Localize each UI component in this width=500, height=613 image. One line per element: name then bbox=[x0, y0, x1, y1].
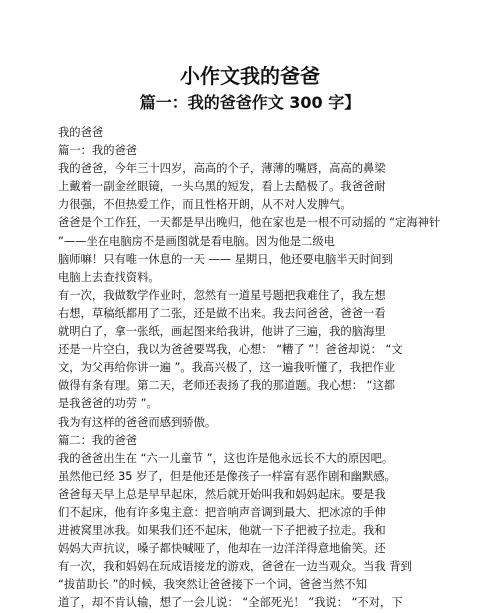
text-line: 篇一：我的爸爸 bbox=[58, 144, 138, 158]
text-line: 我的爸爸，今年三十四岁，高高的个子，薄薄的嘴唇，高高的鼻梁 bbox=[58, 162, 386, 176]
text-line: 做得有条有理。第二天，老师还表扬了我的那道题。我心想： “这都 bbox=[58, 379, 396, 393]
text-line: 道了，却不肯认输，想了一会儿说： “全部死光！ ”我说： “不对，下 bbox=[58, 596, 403, 610]
text-line: “拔苗助长 ”的时候，我突然让爸爸接下一个词，爸爸当然不知 bbox=[58, 578, 368, 592]
text-line: 还是一片空白，我以为爸爸要骂我，心想： “糟了 ”！爸爸却说： “文 bbox=[58, 343, 403, 357]
text-line: 就明白了，拿一张纸，画起图来给我讲，他讲了三遍，我的脑海里 bbox=[58, 325, 386, 339]
text-line: 爸爸是个工作狂，一天都是早出晚归，他在家也是一根不可动摇的 “定海神针 bbox=[58, 216, 441, 230]
text-line: 有一次，我和妈妈在玩成语接龙的游戏，爸爸在一边当观众。当我 背到 bbox=[58, 560, 412, 574]
text-line: 脑师嘛！只有唯一休息的一天 —— 星期日，他还要电脑半天时间到 bbox=[58, 252, 393, 266]
text-line: 有一次，我做数学作业时，忽然有一道星号题把我难住了，我左想 bbox=[58, 288, 386, 302]
text-line: 是我爸爸的功劳 ”。 bbox=[58, 397, 158, 411]
document-body bbox=[58, 124, 458, 613]
document-subtitle: 篇一：我的爸爸作文 300 字】 bbox=[139, 93, 361, 112]
text-line: 进被窝里冰我。如果我们还不起床，他就一下子把被子拉走。我和 bbox=[58, 524, 386, 538]
text-line: 我为有这样的爸爸而感到骄傲。 bbox=[58, 415, 217, 429]
text-line: 们不起床，他有许多鬼主意：把音响声音调到最大、把冰凉的手伸 bbox=[58, 505, 386, 519]
text-line: 妈妈大声抗议，嗓子都快喊哑了，他却在一边洋洋得意地偷笑。还 bbox=[58, 542, 386, 556]
text-line: 篇二：我的爸爸 bbox=[58, 433, 138, 447]
text-line: 爸爸每天早上总是早早起床，然后就开始叫我和妈妈起床。要是我 bbox=[58, 487, 386, 501]
text-line: 我的爸爸出生在 “六一儿童节 ”，这也许是他永远长不大的原因吧。 bbox=[58, 451, 394, 465]
text-line: 右想，草稿纸都用了二张，还是做不出来。我去问爸爸，爸爸一看 bbox=[58, 306, 386, 320]
text-line: 我的爸爸 bbox=[58, 126, 104, 139]
text-line: 文，为父再给你讲一遍 ”。我高兴极了，这一遍我听懂了，我把作业 bbox=[58, 361, 396, 375]
document-title: 小作文我的爸爸 bbox=[180, 64, 320, 88]
text-line: 电脑上去查找资料。 bbox=[58, 270, 160, 284]
text-line: ”——坐在电脑房不是画图就是看电脑。因为他是二级电 bbox=[58, 234, 335, 248]
text-line: 虽然他已经 35 岁了，但是他还是像孩子一样富有恶作剧和幽默感。 bbox=[58, 469, 396, 483]
text-line: 力很强，不但热爱工作，而且性格开朗，从不对人发脾气。 bbox=[58, 198, 352, 212]
text-line: 上戴着一副金丝眼镜，一头乌黑的短发，看上去酷极了。我爸爸耐 bbox=[58, 180, 386, 194]
